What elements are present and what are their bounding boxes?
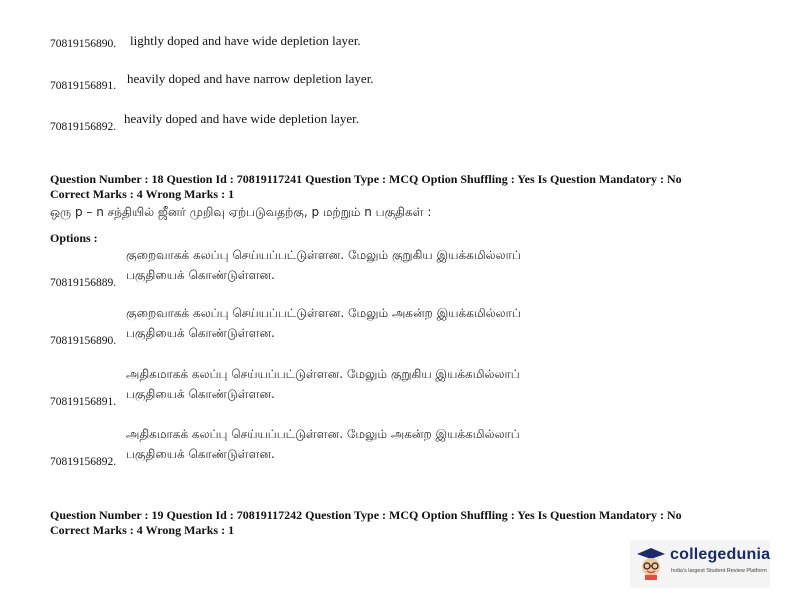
option-text-line2: பகுதியைக் கொண்டுள்ளன. [126, 326, 275, 340]
option-id: 70819156892. [50, 121, 117, 133]
option-id: 70819156890. [50, 335, 117, 347]
option-text: heavily doped and have narrow depletion layer. [127, 71, 374, 86]
question-text: ஒரு p – n சந்தியில் ஜீனர் முறிவு ஏற்படுவதற்கு, p மற்றும் n பகுதிகள் : [50, 205, 432, 219]
option-text-line1: குறைவாகக் கலப்பு செய்யப்பட்டுள்ளன. மேலும் அகன்ற இயக்கமில்லாப் [126, 306, 521, 320]
option-text-line1: குறைவாகக் கலப்பு செய்யப்பட்டுள்ளன. மேலும் குறுகிய இயக்கமில்லாப் [126, 248, 521, 262]
logo-tagline: India's largest Student Review Platform [671, 568, 767, 574]
options-label: Options : [50, 231, 98, 245]
student-mascot-icon [636, 546, 666, 580]
collegedunia-logo [630, 540, 770, 588]
option-id: 70819156891. [50, 396, 117, 408]
option-id: 70819156892. [50, 456, 117, 468]
logo-wordmark: collegedunia [670, 546, 771, 563]
option-text-line2: பகுதியைக் கொண்டுள்ளன. [126, 447, 275, 461]
question-header: Question Number : 19 Question Id : 70819117242 Question Type : MCQ Option Shuffling : Yes Is Question Mandatory : No [50, 508, 682, 522]
option-text-line1: அதிகமாகக் கலப்பு செய்யப்பட்டுள்ளன. மேலும் குறுகிய இயக்கமில்லாப் [126, 367, 520, 381]
option-text: heavily doped and have wide depletion layer. [124, 111, 360, 126]
option-text-line2: பகுதியைக் கொண்டுள்ளன. [126, 268, 275, 282]
option-text: lightly doped and have wide depletion layer. [130, 33, 361, 48]
question-marks: Correct Marks : 4 Wrong Marks : 1 [50, 187, 235, 201]
option-id: 70819156889. [50, 277, 117, 289]
question-marks: Correct Marks : 4 Wrong Marks : 1 [50, 523, 235, 537]
option-text-line2: பகுதியைக் கொண்டுள்ளன. [126, 387, 275, 401]
question-header: Question Number : 18 Question Id : 70819117241 Question Type : MCQ Option Shuffling : Yes Is Question Mandatory : No [50, 172, 682, 186]
option-id: 70819156891. [50, 80, 117, 92]
option-id: 70819156890. [50, 38, 117, 50]
option-text-line1: அதிகமாகக் கலப்பு செய்யப்பட்டுள்ளன. மேலும் அகன்ற இயக்கமில்லாப் [126, 427, 520, 441]
